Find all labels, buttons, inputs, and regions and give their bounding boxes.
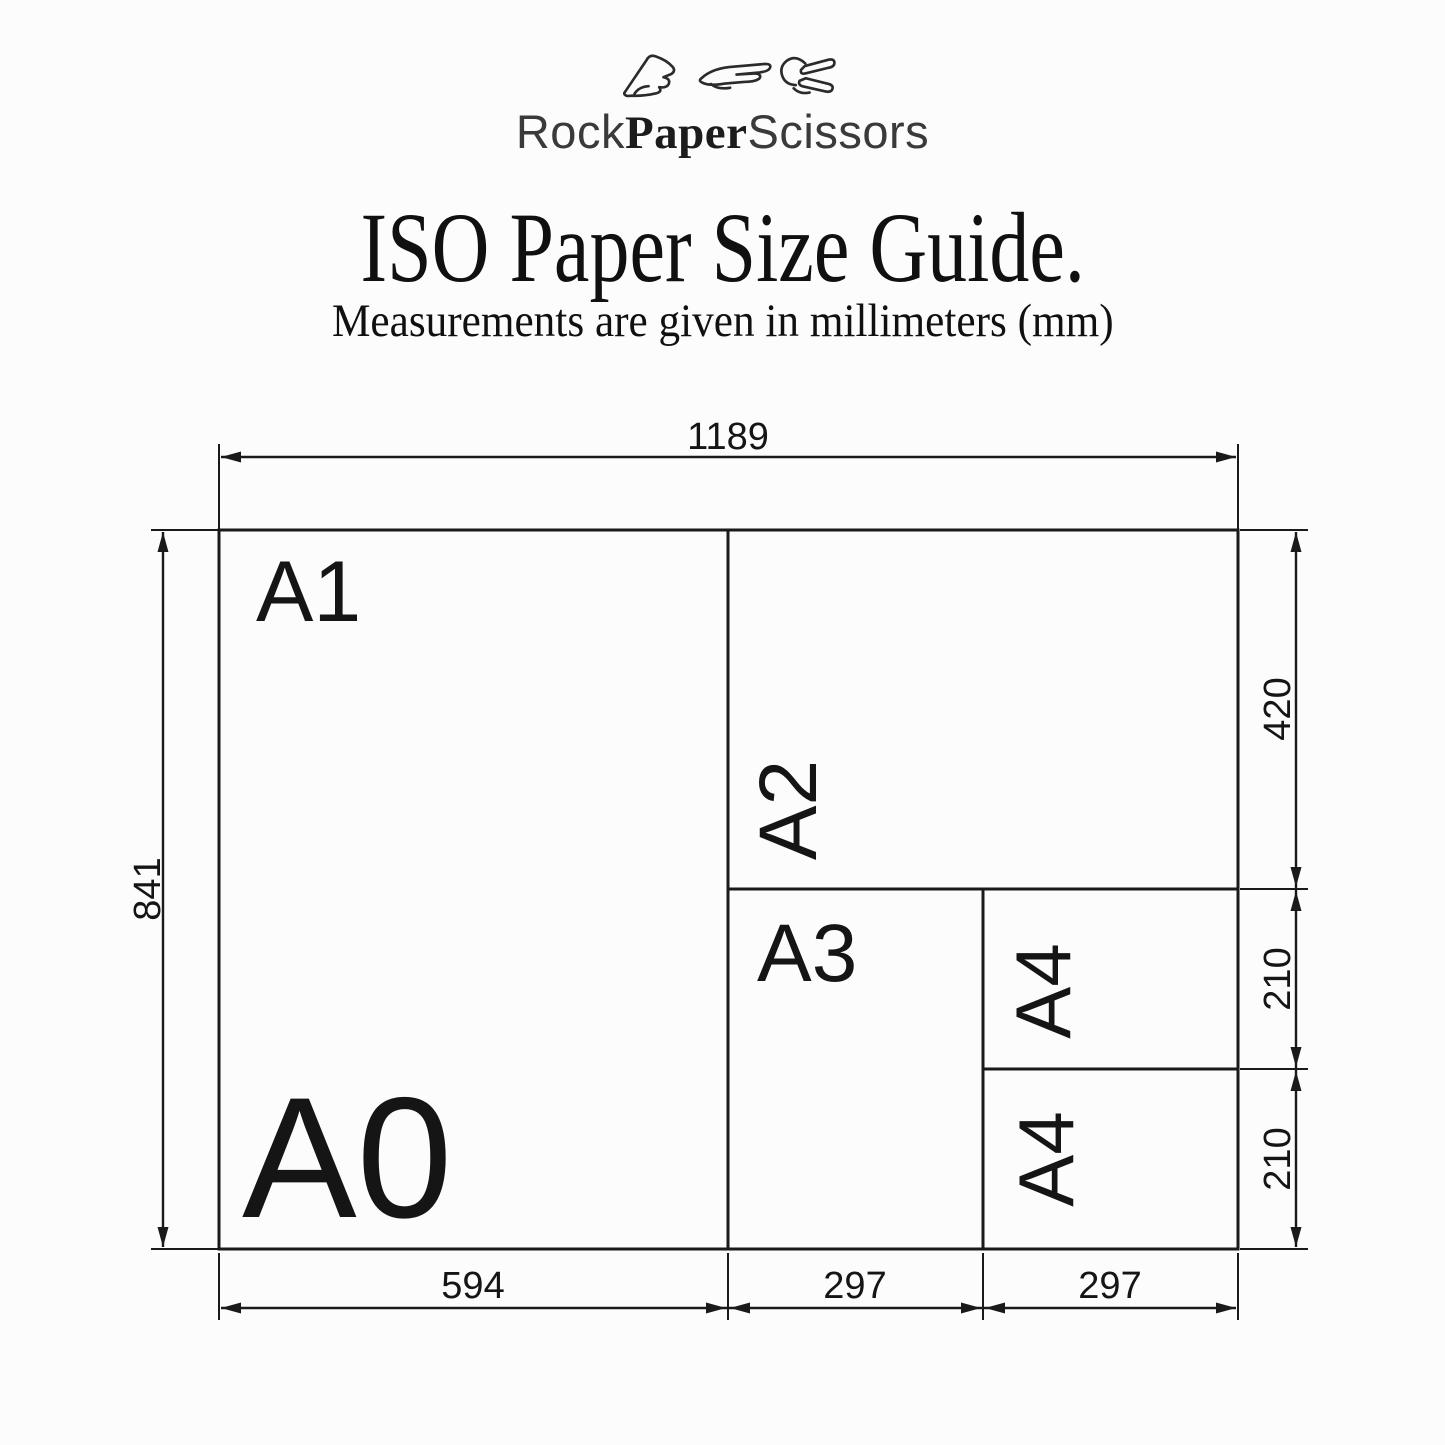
- dim-value-a4-297: 297: [1078, 1265, 1142, 1307]
- arrowhead: [158, 1227, 169, 1247]
- dim-value-a1-594: 594: [441, 1265, 505, 1307]
- arrowhead: [706, 1303, 726, 1314]
- label-a0: A0: [242, 1062, 453, 1254]
- arrowhead: [1291, 1227, 1302, 1247]
- dim-value-a2-420: 420: [1257, 677, 1299, 741]
- arrowhead: [1216, 1303, 1236, 1314]
- brand-rock: Rock: [515, 105, 625, 158]
- arrowhead: [961, 1303, 981, 1314]
- arrowhead: [985, 1303, 1005, 1314]
- arrowhead: [158, 532, 169, 552]
- brand-paper: Paper: [624, 107, 748, 159]
- arrowhead: [221, 452, 241, 463]
- arrowhead: [730, 1303, 750, 1314]
- label-a1: A1: [256, 544, 362, 640]
- arrowhead: [1291, 867, 1302, 887]
- dim-value-width-1189: 1189: [687, 416, 769, 458]
- dim-value-a4-lower-210: 210: [1257, 1127, 1299, 1191]
- label-a4-lower: A4: [1002, 1111, 1090, 1207]
- arrowhead: [1216, 452, 1236, 463]
- brand-scissors: Scissors: [747, 105, 930, 158]
- arrowhead: [1291, 1047, 1302, 1067]
- arrowhead: [1291, 1071, 1302, 1091]
- label-a4-upper: A4: [999, 943, 1087, 1039]
- arrowhead: [1291, 532, 1302, 552]
- dim-value-height-841: 841: [127, 857, 169, 921]
- page-subtitle-text: Measurements are given in millimeters (mm): [331, 295, 1114, 347]
- arrowhead: [221, 1303, 241, 1314]
- dim-value-a3-297: 297: [823, 1265, 887, 1307]
- page-title-text: ISO Paper Size Guide.: [360, 192, 1085, 303]
- label-a2: A2: [743, 759, 834, 861]
- arrowhead: [1291, 891, 1302, 911]
- dim-value-a4-upper-210: 210: [1257, 947, 1299, 1011]
- label-a3: A3: [757, 908, 858, 999]
